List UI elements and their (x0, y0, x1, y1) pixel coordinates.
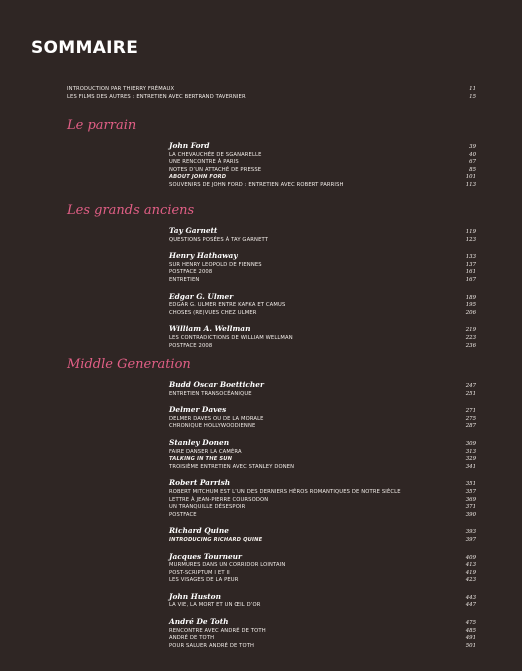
director-page-number: 219 (465, 327, 476, 334)
toc-entry (136, 497, 476, 505)
director-block (136, 291, 476, 318)
director-page-number: 133 (465, 254, 476, 261)
entry-title: CHOSES (RE)VUES CHEZ ULMER (169, 309, 257, 316)
section-title: Middle Generation (67, 357, 191, 372)
toc-entry (136, 391, 476, 399)
director-heading (136, 225, 476, 237)
entry-page-number: 447 (465, 602, 476, 609)
entry-title: POST-SCRIPTUM I ET II (169, 569, 230, 576)
director-page-number: 409 (465, 554, 476, 561)
toc-entry (136, 489, 476, 497)
director-block (136, 477, 476, 519)
entry-page-number: 341 (465, 463, 476, 470)
entry-title: ENTRETIEN TRANSOCÉANIQUE (169, 390, 252, 397)
entry-page-number: 501 (465, 642, 476, 649)
director-block (136, 437, 476, 471)
director-heading (136, 140, 476, 152)
entry-page-number: 419 (465, 569, 476, 576)
director-block (136, 591, 476, 610)
director-heading (136, 551, 476, 563)
entry-page-number: 397 (465, 536, 476, 543)
entry-page-number: 85 (469, 166, 476, 173)
section-title: Les grands anciens (67, 203, 195, 218)
director-page-number: 189 (465, 294, 476, 301)
director-block (136, 616, 476, 650)
director-page-number: 393 (465, 529, 476, 536)
toc-entry (136, 269, 476, 277)
toc-section (67, 357, 476, 656)
entry-page-number: 251 (465, 390, 476, 397)
entry-title: EDGAR G. ULMER ENTRE KAFKA ET CAMUS (169, 302, 286, 309)
entry-page-number: 371 (465, 504, 476, 511)
toc-entry (136, 182, 476, 190)
director-page-number: 443 (465, 594, 476, 601)
toc-entry (136, 577, 476, 585)
entry-title: NOTES D’UN ATTACHÉ DE PRESSE (169, 166, 262, 173)
entry-title: CHRONIQUE HOLLYWOODIENNE (169, 423, 256, 430)
entry-page-number: 161 (465, 269, 476, 276)
director-name: Richard Quine (169, 526, 229, 536)
director-name: Henry Hathaway (169, 251, 238, 261)
director-block (136, 551, 476, 585)
entry-title: INTRODUCING RICHARD QUINE (169, 536, 263, 543)
toc-entry (136, 335, 476, 343)
entry-page-number: 313 (465, 448, 476, 455)
toc-entry (136, 504, 476, 512)
entry-title: ABOUT JOHN FORD (169, 174, 227, 181)
entry-page-number: 195 (465, 302, 476, 309)
director-name: John Huston (169, 591, 221, 601)
entry-page-number: 67 (469, 159, 476, 166)
toc-entry (136, 343, 476, 351)
entry-page-number: 485 (465, 627, 476, 634)
director-block (136, 225, 476, 244)
director-heading (136, 250, 476, 262)
intro-entries (67, 86, 476, 101)
toc-entry (67, 86, 476, 94)
toc-entry (136, 449, 476, 457)
entry-page-number: 390 (465, 511, 476, 518)
director-page-number: 475 (465, 620, 476, 627)
toc-entry (136, 423, 476, 431)
director-name: Robert Parrish (169, 478, 231, 488)
director-block (136, 404, 476, 431)
entry-page-number: 137 (465, 261, 476, 268)
entry-page-number: 101 (465, 174, 476, 181)
entry-title: ANDRÉ DE TOTH (169, 635, 215, 642)
director-heading (136, 437, 476, 449)
toc-section (67, 203, 476, 356)
entry-title: TALKING IN THE SUN (169, 456, 233, 463)
toc-entry (136, 174, 476, 182)
entry-title: UN TRANQUILLE DÉSESPOIR (169, 504, 246, 511)
toc-entry (136, 302, 476, 310)
toc-entry (67, 94, 476, 102)
director-name: André De Toth (169, 617, 229, 627)
director-name: Budd Oscar Boetticher (169, 380, 264, 389)
entry-page-number: 357 (465, 488, 476, 495)
entry-page-number: 329 (465, 456, 476, 463)
entry-page-number: 236 (465, 342, 476, 349)
entry-title: POSTFACE (169, 511, 197, 518)
director-page-number: 271 (465, 408, 476, 415)
entry-title: LES FILMS DES AUTRES : ENTRETIEN AVEC BERTRAND TAVERNIER (67, 93, 246, 100)
entry-title: ENTRETIEN (169, 276, 200, 283)
toc-entry (136, 159, 476, 167)
director-heading (136, 404, 476, 416)
director-heading (136, 591, 476, 603)
entry-title: LES CONTRADICTIONS DE WILLIAM WELLMAN (169, 334, 293, 341)
director-heading (136, 616, 476, 628)
entry-page-number: 167 (465, 276, 476, 283)
entry-title: SUR HENRY LEOPOLD DE FIENNES (169, 261, 262, 268)
entry-title: FAIRE DANSER LA CAMÉRA (169, 448, 242, 455)
entry-page-number: 223 (465, 334, 476, 341)
director-heading (136, 379, 476, 391)
entry-title: POSTFACE 2008 (169, 269, 213, 276)
toc-entry (136, 635, 476, 643)
director-heading (136, 525, 476, 537)
director-heading (136, 291, 476, 303)
entry-title: LETTRE À JEAN-PIERRE COURSODON (169, 496, 269, 503)
director-page-number: 309 (465, 440, 476, 447)
entry-page-number: 11 (469, 86, 476, 92)
director-block (136, 250, 476, 284)
toc-entry (136, 537, 476, 545)
entry-title: ROBERT MITCHUM EST L’UN DES DERNIERS HÉROS ROMANTIQUES DE NOTRE SIÈCLE (169, 488, 401, 495)
toc-entry (136, 643, 476, 651)
director-block (136, 323, 476, 350)
entry-page-number: 113 (465, 181, 476, 188)
entry-page-number: 123 (465, 236, 476, 243)
entry-title: TROISIÈME ENTRETIEN AVEC STANLEY DONEN (169, 463, 295, 470)
toc-entry (136, 416, 476, 424)
director-heading (136, 477, 476, 489)
entry-title: MURMURES DANS UN CORRIDOR LOINTAIN (169, 562, 286, 569)
director-name: William A. Wellman (169, 324, 251, 334)
entry-title: POUR SALUER ANDRÉ DE TOTH (169, 642, 255, 649)
director-name: Edgar G. Ulmer (169, 291, 234, 301)
director-name: Tay Garnett (169, 226, 218, 235)
entry-title: POSTFACE 2008 (169, 342, 213, 349)
entry-title: LES VISAGES DE LA PEUR (169, 577, 239, 584)
toc-entry (136, 262, 476, 270)
entry-title: INTRODUCTION PAR THIERRY FRÉMAUX (67, 86, 175, 92)
toc-entry (136, 277, 476, 285)
entry-title: RENCONTRE AVEC ANDRÉ DE TOTH (169, 627, 266, 634)
toc-entry (136, 167, 476, 175)
entry-title: UNE RENCONTRE À PARIS (169, 159, 239, 166)
toc-section (67, 118, 476, 196)
entry-title: DELMER DAVES OU DE LA MORALE (169, 415, 264, 422)
director-heading (136, 323, 476, 335)
entry-title: QUESTIONS POSÉES À TAY GARNETT (169, 236, 269, 243)
entry-page-number: 287 (465, 423, 476, 430)
director-block (136, 525, 476, 544)
entry-page-number: 423 (465, 577, 476, 584)
entry-page-number: 206 (465, 309, 476, 316)
entry-page-number: 369 (465, 496, 476, 503)
entry-page-number: 413 (465, 562, 476, 569)
director-page-number: 247 (465, 383, 476, 389)
director-page-number: 39 (469, 144, 476, 150)
page-title: SOMMAIRE (31, 38, 139, 58)
director-name: John Ford (169, 141, 210, 150)
director-page-number: 119 (465, 229, 476, 235)
section-title: Le parrain (67, 118, 137, 133)
toc-entry (136, 570, 476, 578)
toc-entry (136, 464, 476, 472)
entry-title: LA CHEVAUCHÉE DE SGANARELLE (169, 151, 262, 158)
director-name: Delmer Daves (169, 405, 227, 415)
entry-page-number: 275 (465, 415, 476, 422)
director-block (136, 140, 476, 190)
toc-entry (136, 512, 476, 520)
director-name: Jacques Tourneur (169, 551, 242, 561)
director-name: Stanley Donen (169, 437, 230, 447)
director-block (136, 379, 476, 398)
toc-entry (136, 237, 476, 245)
toc-entry (136, 456, 476, 464)
entry-page-number: 491 (465, 635, 476, 642)
entry-title: SOUVENIRS DE JOHN FORD : ENTRETIEN AVEC ROBERT PARRISH (169, 181, 344, 188)
toc-entry (136, 562, 476, 570)
toc-entry (136, 310, 476, 318)
toc-entry (136, 602, 476, 610)
entry-page-number: 40 (469, 151, 476, 158)
entry-page-number: 15 (469, 93, 476, 100)
director-page-number: 351 (465, 481, 476, 488)
entry-title: LA VIE, LA MORT ET UN ŒIL D’OR (169, 602, 261, 609)
